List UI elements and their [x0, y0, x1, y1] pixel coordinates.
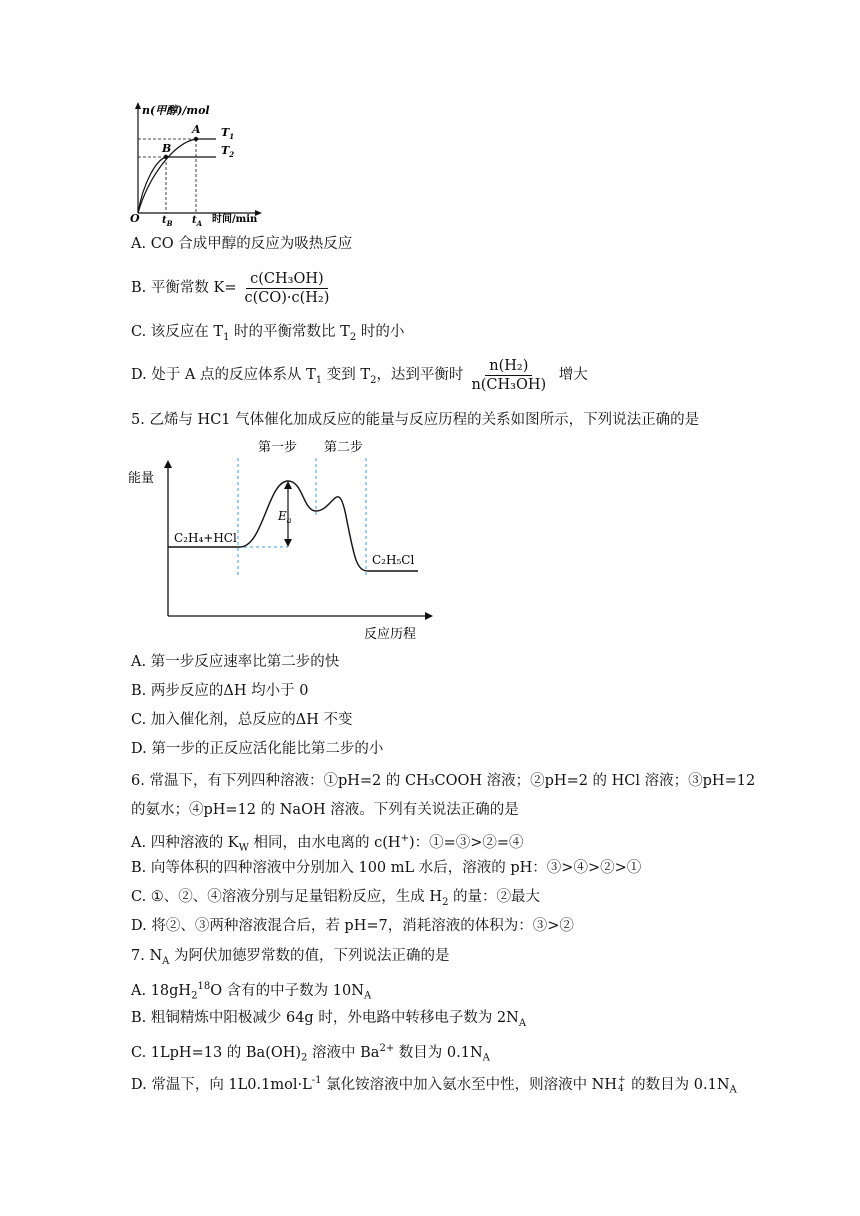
q7-option-a: A. $18gH_2^{18}O$ 含有的中子数为 $10N_A$ [131, 981, 372, 1002]
reactant-label: C₂H₄+HCl [174, 531, 237, 545]
q6-stem-line2: 的氨水；④pH=12 的 NaOH 溶液。下列有关说法正确的是 [131, 802, 519, 818]
ammonium-charge-index: + 4 [618, 1074, 626, 1094]
tb-label: $t_B$ [162, 215, 173, 228]
step2-label: 第二步 [324, 440, 364, 455]
origin-label: O [130, 212, 140, 225]
q6-stem-line1: 6. 常温下，有下列四种溶液：①pH=2 的 CH₃COOH 溶液；②pH=2 的 HCl 溶液；③pH=12 [131, 773, 756, 789]
ta-label: $t_A$ [192, 215, 203, 228]
q7-option-c: C. 1LpH=13 的 $Ba(OH)_2$ 溶液中 $Ba^{2+}$ 数目为 $0.1N_A$ [131, 1043, 490, 1064]
t1-label: $T_1$ [221, 126, 235, 141]
q5-stem: 5. 乙烯与 HC1 气体催化加成反应的能量与反应历程的关系如图所示，下列说法正确的是 [131, 412, 700, 428]
x-axis-label: 时间/min [212, 214, 258, 225]
product-label: C₂H₅Cl [372, 553, 415, 567]
energy-profile-diagram [128, 436, 438, 646]
q5-option-a: A. 第一步反应速率比第二步的快 [131, 654, 340, 670]
q4-option-a: A. CO 合成甲醇的反应为吸热反应 [131, 236, 353, 252]
q4-option-d: D. 处于 A 点的反应体系从 $T_1$ 变到 $T_2$，达到平衡时 $\frac{\text{n(H₂)}}{\text{n(CH₃OH)}}$ 增大 [131, 357, 588, 393]
q4-option-c: C. 该反应在 $T_1$ 时的平衡常数比 $T_2$ 时的小 [131, 324, 405, 343]
q7-stem: 7. $N_A$ 为阿伏加德罗常数的值，下列说法正确的是 [131, 948, 450, 967]
methanol-time-graph [128, 98, 388, 228]
activation-energy-label: $E_a$ [278, 509, 292, 525]
energy-axis-label: 能量 [128, 471, 155, 486]
t2-label: $T_2$ [221, 144, 235, 159]
equilibrium-constant-fraction: $\frac{\text{c(CH₃OH)}}{\text{c(CO)·c(H₂)}}$ [244, 270, 330, 306]
q6-option-a: A. 四种溶液的 $K_W$ 相同，由水电离的 c(H+)：①=③>②=④ [131, 833, 524, 854]
step1-label: 第一步 [258, 440, 298, 455]
q6-option-c: C. ①、②、④溶液分别与足量铝粉反应，生成 $H_2$ 的量：②最大 [131, 889, 541, 908]
q5-option-d: D. 第一步的正反应活化能比第二步的小 [131, 741, 384, 757]
q7-option-b: B. 粗铜精炼中阳极减少 64g 时，外电路中转移电子数为 $2N_A$ [131, 1010, 527, 1029]
y-axis-label: n(甲醇)/mol [142, 104, 210, 117]
q6-option-b: B. 向等体积的四种溶液中分别加入 100 mL 水后，溶液的 pH：③>④>②>① [131, 860, 642, 876]
point-a-label: A [192, 123, 201, 136]
reaction-coordinate-label: 反应历程 [364, 627, 417, 642]
q5-option-b: B. 两步反应的ΔH 均小于 0 [131, 683, 309, 699]
hydrogen-methanol-ratio: $\frac{\text{n(H₂)}}{\text{n(CH₃OH)}}$ [471, 357, 547, 393]
q6-option-d: D. 将②、③两种溶液混合后，若 pH=7，消耗溶液的体积为：③>② [131, 918, 574, 934]
q4-option-b: B. 平衡常数 K= $\frac{\text{c(CH₃OH)}}{\text{c(CO)·c(H₂)}}$ [131, 266, 337, 310]
point-b-label: B [162, 142, 172, 155]
q7-option-d: D. 常温下，向 $1L0.1mol\cdot L^{-1}$ 氯化铵溶液中加入氨水至中性，则溶液中 NH + 4 的数目为 $0.1N_A$ [131, 1074, 737, 1096]
q5-option-c: C. 加入催化剂，总反应的ΔH 不变 [131, 712, 353, 728]
